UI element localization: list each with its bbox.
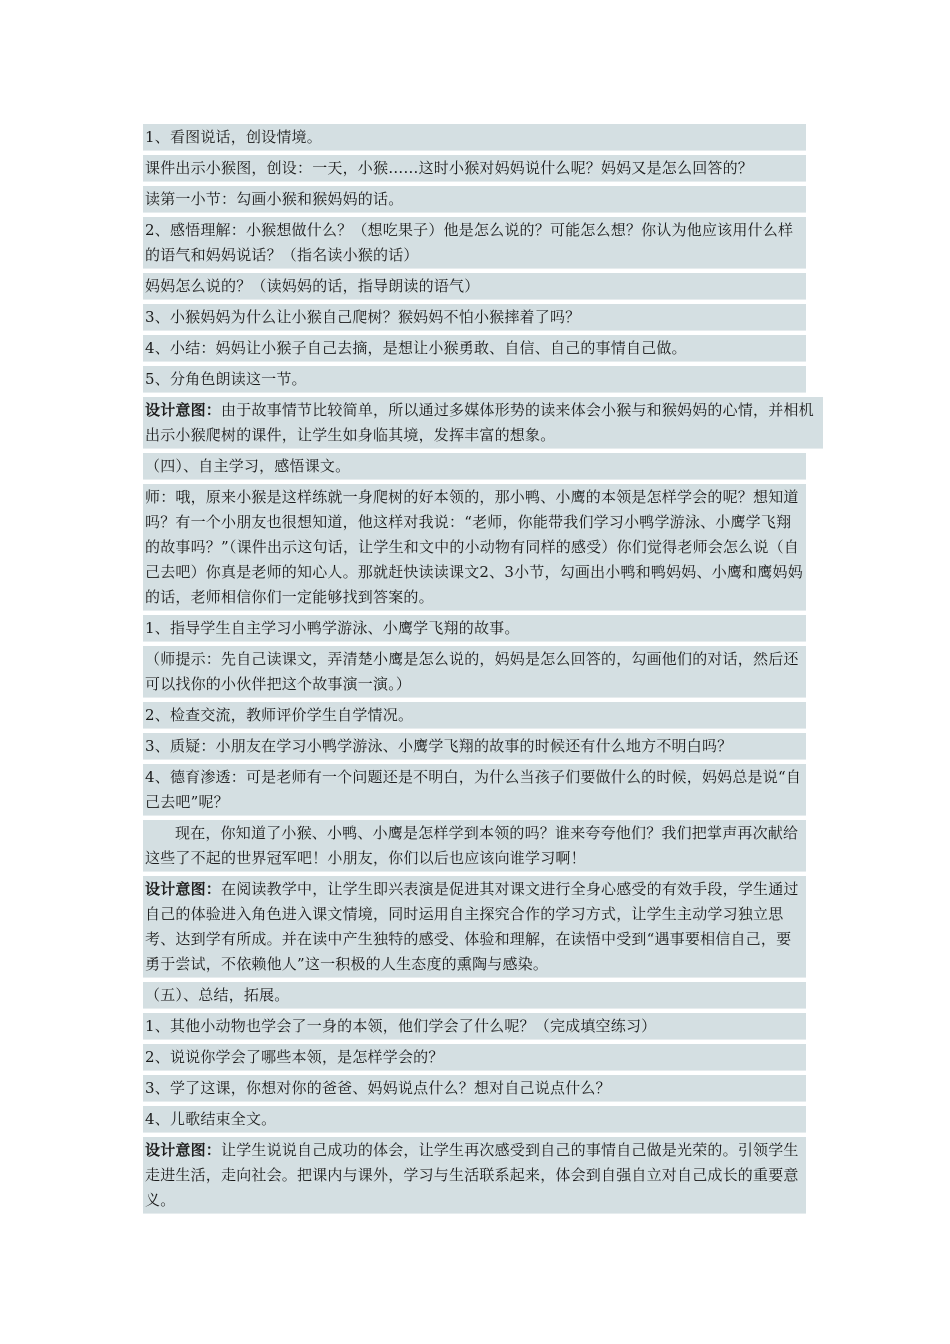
paragraph-text: 在阅读教学中，让学生即兴表演是促进其对课文进行全身心感受的有效手段，学生通过自己的体验进入角色进入课文情境，同时运用自主探究合作的学习方式，让学生主动学习独立思考、达到学有所成。并在读中产生独特的感受、体验和理解，在读悟中受到“遇事要相信自己，要勇于尝试，不依赖他人”这一积极的人生态度的熏陶与感染。 xyxy=(145,880,799,973)
paragraph-text: 1、指导学生自主学习小鸭学游泳、小鹰学飞翔的故事。 xyxy=(145,619,520,637)
paragraph-text: 1、看图说话，创设情境。 xyxy=(145,128,322,146)
design-intent-paragraph xyxy=(143,876,806,978)
paragraph-text: 4、德育渗透：可是老师有一个问题还是不明白，为什么当孩子们要做什么的时候，妈妈总是说“自己去吧”呢？ xyxy=(145,768,802,811)
design-intent-paragraph xyxy=(143,1137,806,1214)
paragraph-text: 4、儿歌结束全文。 xyxy=(145,1110,277,1128)
paragraph-text: 读第一小节：勾画小猴和猴妈妈的话。 xyxy=(145,190,404,208)
design-intent-paragraph xyxy=(143,397,823,449)
paragraph-text: （四）、自主学习，感悟课文。 xyxy=(145,457,351,475)
section-heading xyxy=(143,982,806,1009)
courseware-paragraph xyxy=(143,155,806,182)
step-paragraph xyxy=(143,304,806,331)
step-paragraph xyxy=(143,217,806,269)
paragraph-text: 课件出示小猴图，创设：一天，小猴……这时小猴对妈妈说什么呢？妈妈又是怎么回答的？ xyxy=(145,159,754,177)
paragraph-text: 2、说说你学会了哪些本领，是怎样学会的？ xyxy=(145,1048,444,1066)
paragraph-text: 师：哦，原来小猴是这样练就一身爬树的好本领的，那小鸭、小鹰的本领是怎样学会的呢？想知道吗？有一个小朋友也很想知道，他这样对我说：“老师，你能带我们学习小鸭学游泳、小鹰学飞翔的故事吗？”（课件出示这句话，让学生和文中的小动物有同样的感受）你们觉得老师会怎么说（自己去吧）你真是老师的知心人。那就赶快读读课文2、3小节，勾画出小鸭和鸭妈妈、小鹰和鹰妈妈的话，老师相信你们一定能够找到答案的。 xyxy=(145,488,803,606)
design-intent-label: 设计意图： xyxy=(145,1141,222,1159)
step-paragraph xyxy=(143,1106,806,1133)
design-intent-label: 设计意图： xyxy=(145,880,222,898)
teacher-dialogue-paragraph xyxy=(143,484,806,611)
step-paragraph xyxy=(143,615,806,642)
paragraph-text: 2、感悟理解：小猴想做什么？（想吃果子）他是怎么说的？可能怎么想？你认为他应该用什么样的语气和妈妈说话？（指名读小猴的话） xyxy=(145,221,794,264)
reading-paragraph xyxy=(143,186,806,213)
paragraph-text: 由于故事情节比较简单，所以通过多媒体形势的读来体会小猴与和猴妈妈的心情，并相机出示小猴爬树的课件，让学生如身临其境，发挥丰富的想象。 xyxy=(145,401,814,444)
teacher-hint-paragraph xyxy=(143,646,806,698)
paragraph-text: 4、小结：妈妈让小猴子自己去摘，是想让小猴勇敢、自信、自己的事情自己做。 xyxy=(145,339,687,357)
step-paragraph xyxy=(143,1013,806,1040)
step-paragraph xyxy=(143,1075,806,1102)
paragraph-text: 1、其他小动物也学会了一身的本领，他们学会了什么呢？（完成填空练习） xyxy=(145,1017,657,1035)
question-paragraph xyxy=(143,273,806,300)
paragraph-text: （师提示：先自己读课文，弄清楚小鹰是怎么说的，妈妈是怎么回答的，勾画他们的对话，然后还可以找你的小伙伴把这个故事演一演。） xyxy=(145,650,799,693)
step-paragraph xyxy=(143,1044,806,1071)
step-paragraph xyxy=(143,124,806,151)
paragraph-text: （五）、总结，拓展。 xyxy=(145,986,290,1004)
paragraph-text: 2、检查交流，教师评价学生自学情况。 xyxy=(145,706,414,724)
section-heading xyxy=(143,453,806,480)
step-paragraph xyxy=(143,702,806,729)
paragraph-text: 5、分角色朗读这一节。 xyxy=(145,370,307,388)
step-paragraph xyxy=(143,335,806,362)
step-paragraph xyxy=(143,764,806,816)
paragraph-text: 3、小猴妈妈为什么让小猴自己爬树？猴妈妈不怕小猴摔着了吗？ xyxy=(145,308,581,326)
document-body xyxy=(143,124,814,1218)
design-intent-label: 设计意图： xyxy=(145,401,222,419)
paragraph-text: 3、学了这课，你想对你的爸爸、妈妈说点什么？想对自己说点什么？ xyxy=(145,1079,611,1097)
summary-paragraph xyxy=(143,820,806,872)
paragraph-text: 现在，你知道了小猴、小鸭、小鹰是怎样学到本领的吗？谁来夸夸他们？我们把掌声再次献给这些了不起的世界冠军吧！小朋友，你们以后也应该向谁学习啊！ xyxy=(145,824,799,867)
paragraph-text: 让学生说说自己成功的体会，让学生再次感受到自己的事情自己做是光荣的。引领学生走进生活，走向社会。把课内与课外，学习与生活联系起来，体会到自强自立对自己成长的重要意义。 xyxy=(145,1141,799,1209)
step-paragraph xyxy=(143,733,806,760)
paragraph-text: 妈妈怎么说的？（读妈妈的话，指导朗读的语气） xyxy=(145,277,480,295)
paragraph-text: 3、质疑：小朋友在学习小鸭学游泳、小鹰学飞翔的故事的时候还有什么地方不明白吗？ xyxy=(145,737,733,755)
step-paragraph xyxy=(143,366,806,393)
